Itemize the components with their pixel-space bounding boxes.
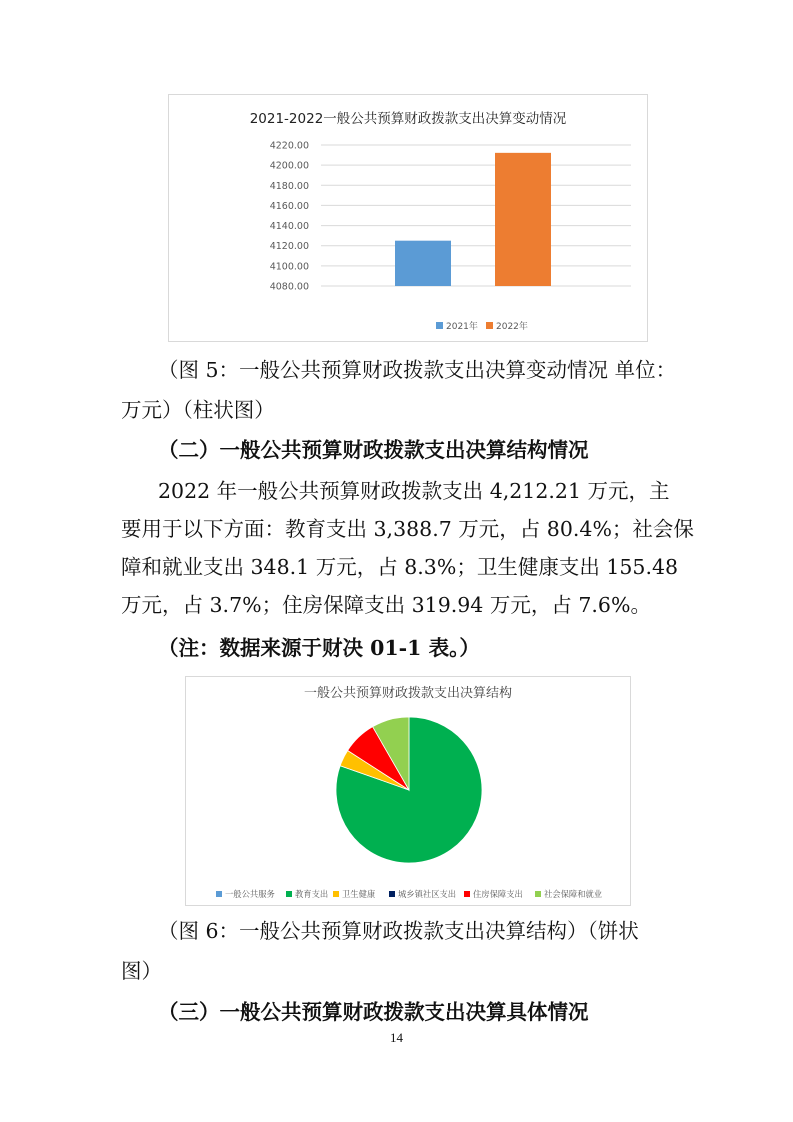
y-tick-label: 4140.00 — [269, 221, 309, 233]
bar-2022年 — [495, 153, 551, 286]
legend-label: 住房保障支出 — [473, 889, 523, 899]
pie-chart-title: 一般公共预算财政拨款支出决算结构 — [303, 686, 513, 701]
figure5-caption-line1: （图 5：一般公共预算财政拨款支出决算变动情况 单位： — [158, 358, 677, 382]
figure5-caption-line2: 万元）（柱状图） — [121, 398, 275, 422]
y-tick-label: 4080.00 — [269, 281, 309, 293]
legend-swatch-教育支出 — [286, 891, 292, 897]
legend-swatch-2022年 — [486, 322, 493, 329]
legend-swatch-卫生健康 — [333, 891, 339, 897]
legend-label: 社会保障和就业 — [544, 889, 603, 899]
bar-chart-frame — [168, 94, 648, 342]
y-tick-label: 4160.00 — [269, 200, 309, 212]
legend-label: 教育支出 — [295, 889, 329, 899]
section-heading-3: （三）一般公共预算财政拨款支出决算具体情况 — [158, 1000, 589, 1024]
bar-chart — [169, 95, 647, 341]
y-tick-label: 4120.00 — [269, 241, 309, 253]
bar-chart-title: 2021-2022一般公共预算财政拨款支出决算变动情况 — [249, 111, 567, 127]
y-tick-label: 4100.00 — [269, 261, 309, 273]
y-tick-label: 4220.00 — [269, 140, 309, 152]
legend-label: 城乡镇社区支出 — [398, 889, 457, 899]
body-text-line4: 万元，占 3.7%；住房保障支出 319.94 万元，占 7.6%。 — [121, 593, 651, 617]
data-source-note: （注：数据来源于财决 01-1 表。） — [158, 636, 480, 660]
legend-label: 一般公共服务 — [225, 889, 275, 899]
legend-swatch-住房保障支出 — [464, 891, 470, 897]
bar-2021年 — [395, 241, 451, 286]
pie-chart-frame — [185, 676, 631, 906]
legend-swatch-社会保障和就业 — [535, 891, 541, 897]
figure6-caption-line2: 图） — [121, 959, 162, 983]
section-heading-2: （二）一般公共预算财政拨款支出决算结构情况 — [158, 438, 589, 462]
body-text-line1: 2022 年一般公共预算财政拨款支出 4,212.21 万元，主 — [158, 479, 670, 503]
body-text-line3: 障和就业支出 348.1 万元，占 8.3%；卫生健康支出 155.48 — [121, 555, 679, 579]
legend-label: 2021年 — [446, 322, 478, 332]
figure6-caption-line1: （图 6：一般公共预算财政拨款支出决算结构）（饼状 — [158, 919, 639, 943]
legend-label: 卫生健康 — [342, 889, 376, 899]
y-tick-label: 4200.00 — [269, 160, 309, 172]
legend-swatch-一般公共服务 — [216, 891, 222, 897]
legend-swatch-2021年 — [436, 322, 443, 329]
legend-swatch-城乡镇社区支出 — [389, 891, 395, 897]
page-number: 14 — [390, 1030, 403, 1045]
y-tick-label: 4180.00 — [269, 180, 309, 192]
legend-label: 2022年 — [496, 322, 528, 332]
body-text-line2: 要用于以下方面：教育支出 3,388.7 万元，占 80.4%；社会保 — [121, 517, 694, 541]
pie-chart — [186, 677, 630, 905]
